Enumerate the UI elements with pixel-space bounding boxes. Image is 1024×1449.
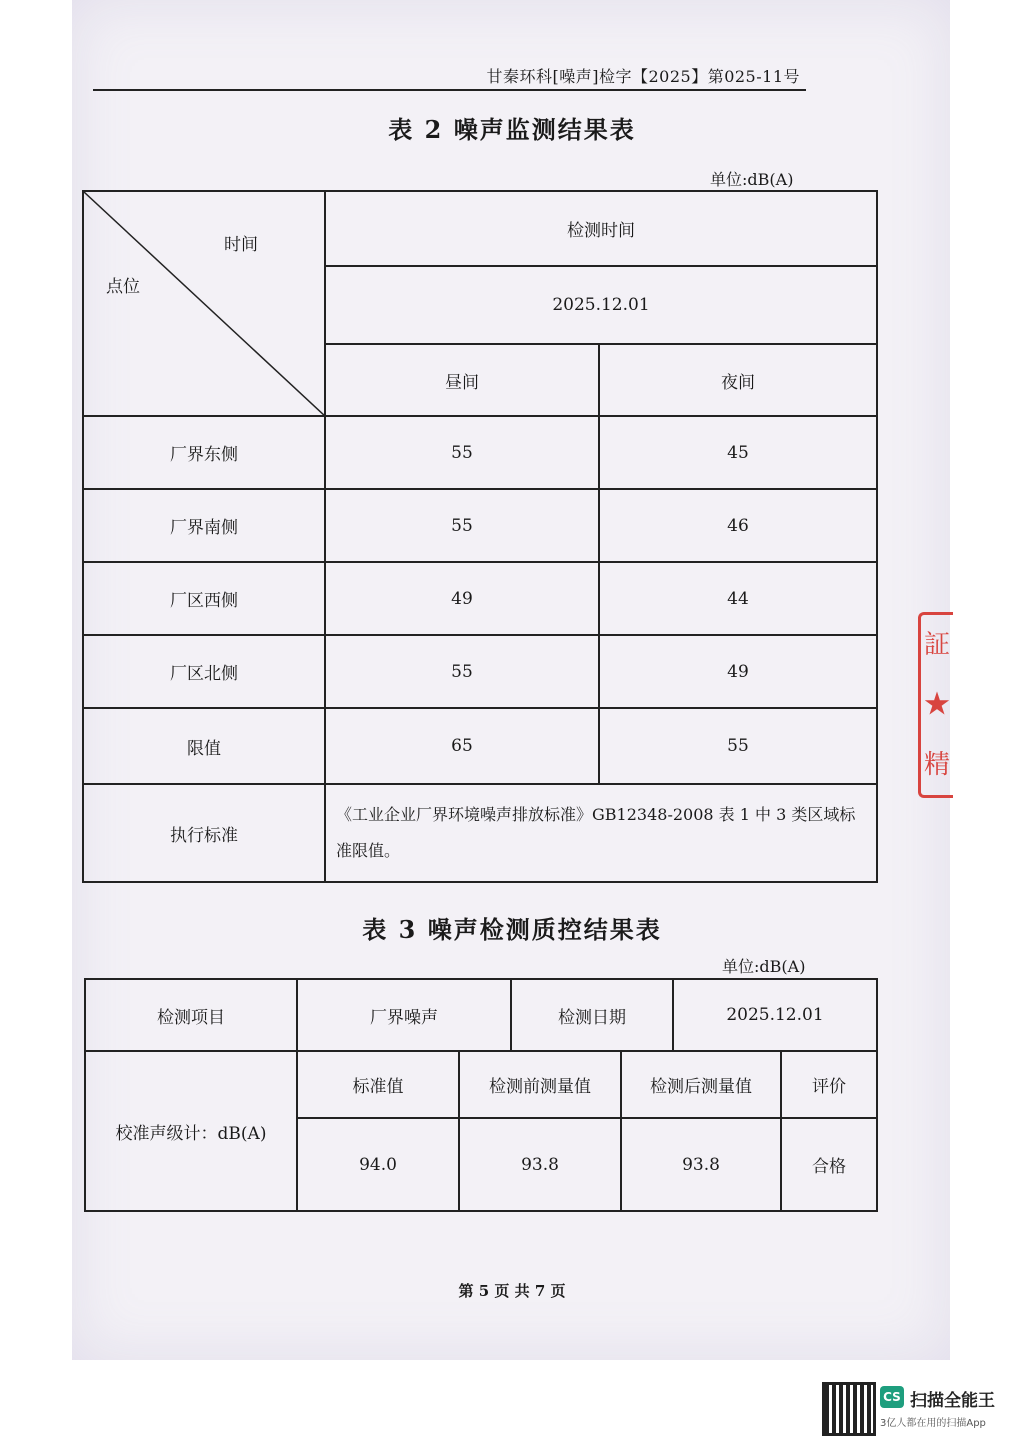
day-value-cell: 49 bbox=[325, 562, 599, 635]
day-value-cell: 65 bbox=[325, 708, 599, 784]
night-value-cell: 55 bbox=[599, 708, 877, 784]
report-code: 甘秦环科[噪声]检字【2025】第025-11号 bbox=[486, 67, 800, 86]
table-row bbox=[83, 635, 877, 708]
col-header-day: 昼间 bbox=[325, 344, 599, 416]
point-cell: 厂界东侧 bbox=[83, 416, 325, 489]
evaluation-cell: 合格 bbox=[781, 1118, 877, 1211]
qr-code bbox=[822, 1382, 876, 1436]
noise-results-table bbox=[82, 190, 878, 883]
table3-title: 表 3 噪声检测质控结果表 bbox=[362, 915, 662, 944]
point-cell: 厂界南侧 bbox=[83, 489, 325, 562]
item-value-cell: 厂界噪声 bbox=[297, 979, 511, 1051]
calibration-label-cell: 校准声级计：dB(A) bbox=[85, 1051, 297, 1211]
date-value-cell: 2025.12.01 bbox=[673, 979, 877, 1051]
seal-stamp-text: 証 ★ 精 bbox=[923, 630, 950, 780]
diagonal-line bbox=[84, 192, 325, 416]
corner-label-time: 时间 bbox=[224, 235, 258, 255]
day-value-cell: 55 bbox=[325, 416, 599, 489]
table2-title: 表 2 噪声监测结果表 bbox=[388, 115, 636, 144]
date-label-cell: 检测日期 bbox=[511, 979, 673, 1051]
standard-text-cell: 《工业企业厂界环境噪声排放标准》GB12348-2008 表 1 中 3 类区域标准限值。 bbox=[325, 784, 877, 882]
night-value-cell: 45 bbox=[599, 416, 877, 489]
page-number: 第 5 页 共 7 页 bbox=[458, 1282, 566, 1300]
point-cell: 厂区西侧 bbox=[83, 562, 325, 635]
day-value-cell: 55 bbox=[325, 635, 599, 708]
header-divider bbox=[93, 89, 806, 91]
header-post-measure: 检测后测量值 bbox=[621, 1051, 781, 1118]
night-value-cell: 49 bbox=[599, 635, 877, 708]
standard-label-cell: 执行标准 bbox=[83, 784, 325, 882]
header-pre-measure: 检测前测量值 bbox=[459, 1051, 621, 1118]
item-label-cell: 检测项目 bbox=[85, 979, 297, 1051]
group-header-cell: 检测时间 bbox=[325, 191, 877, 266]
table2-unit: 单位:dB(A) bbox=[710, 170, 794, 189]
point-cell: 厂区北侧 bbox=[83, 635, 325, 708]
point-cell: 限值 bbox=[83, 708, 325, 784]
seal-stamp bbox=[918, 612, 953, 798]
night-value-cell: 46 bbox=[599, 489, 877, 562]
day-value-cell: 55 bbox=[325, 489, 599, 562]
date-cell: 2025.12.01 bbox=[325, 266, 877, 344]
header-evaluation: 评价 bbox=[781, 1051, 877, 1118]
pre-measure-cell: 93.8 bbox=[459, 1118, 621, 1211]
table-row bbox=[83, 562, 877, 635]
standard-row bbox=[83, 784, 877, 882]
table-row bbox=[83, 416, 877, 489]
camscanner-logo-icon: CS bbox=[880, 1386, 904, 1408]
table3-unit: 单位:dB(A) bbox=[722, 957, 806, 976]
corner-label-point: 点位 bbox=[106, 277, 140, 297]
qc-results-table bbox=[84, 978, 878, 1212]
header-standard-value: 标准值 bbox=[297, 1051, 459, 1118]
diagonal-header-cell bbox=[83, 191, 325, 416]
scanner-tagline: 3亿人都在用的扫描App bbox=[880, 1418, 986, 1429]
table-row bbox=[83, 489, 877, 562]
standard-value-cell: 94.0 bbox=[297, 1118, 459, 1211]
post-measure-cell: 93.8 bbox=[621, 1118, 781, 1211]
scanner-app-name: 扫描全能王 bbox=[910, 1391, 995, 1411]
night-value-cell: 44 bbox=[599, 562, 877, 635]
col-header-night: 夜间 bbox=[599, 344, 877, 416]
limit-row bbox=[83, 708, 877, 784]
